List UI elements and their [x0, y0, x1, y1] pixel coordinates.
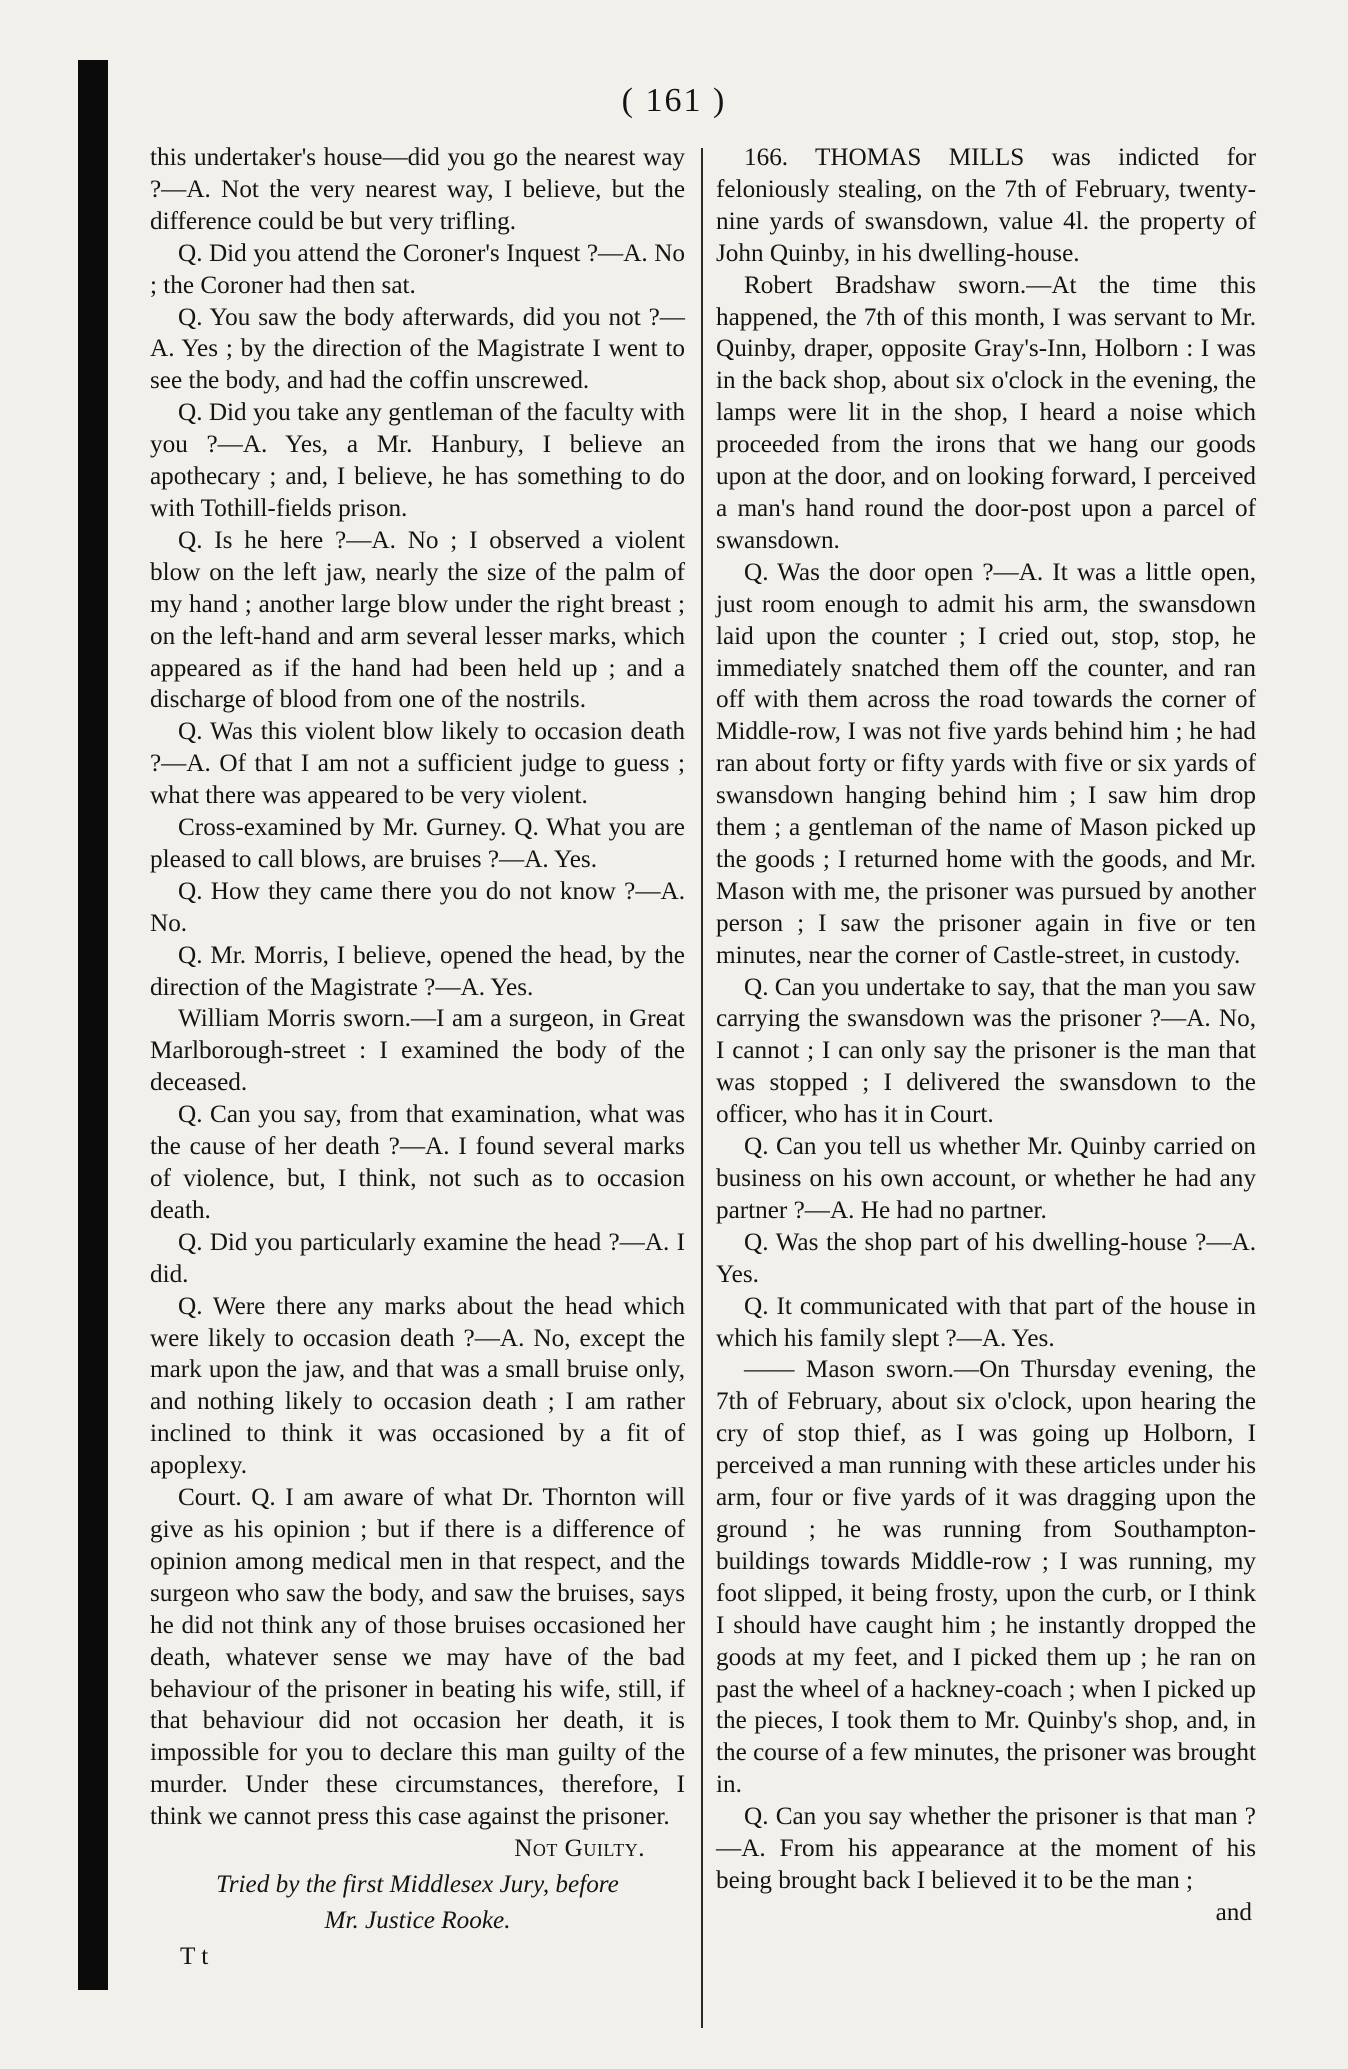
- paragraph: —— Mason sworn.—On Thursday evening, the 7th of February, about six o'clock, upon hearing the cry of stop thief, as I was going up Holborn, I perceived a man running with these articles under his arm, four or five yards of it was dragging upon the ground ; he was running from Southampton-buildings towards Middle-row ; I was running, my foot slipped, it being frosty, upon the curb, or I think I should have caught him ; he instantly dropped the goods at my feet, and I picked them up ; he ran on past the wheel of a hackney-coach ; when I picked up the pieces, I took them to Mr. Quinby's shop, and, in the course of a few minutes, the prisoner was brought in.: [716, 1356, 1256, 1799]
- paragraph: Q. Can you say whether the prisoner is that man ?—A. From his appearance at the moment of his being brought back I believed it to be the man ;: [716, 1803, 1256, 1894]
- paragraph: Q. How they came there you do not know ?—A. No.: [150, 877, 685, 937]
- paragraph: Q. Mr. Morris, I believe, opened the head, by the direction of the Magistrate ?—A. Yes.: [150, 941, 685, 1001]
- left-column: [150, 142, 685, 1973]
- paragraph: Court. Q. I am aware of what Dr. Thornton will give as his opinion ; but if there is a difference of opinion among medical men in that respect, and the surgeon who saw the body, and saw the bruises, says he did not think any of those bruises occasioned her death, whatever sense we may have of the bad behaviour of the prisoner in beating his wife, still, if that behaviour did not occasion her death, it is impossible for you to declare this man guilty of the murder. Under these circumstances, therefore, I think we cannot press this case against the prisoner.: [150, 1484, 685, 1831]
- verdict: Not Guilty.: [514, 1835, 645, 1863]
- paragraph: Q. Can you undertake to say, that the man you saw carrying the swansdown was the prisoner ?—A. No, I cannot ; I can only say the prisoner is the man that was stopped ; I delivered the swansdown to the officer, who has it in Court.: [716, 973, 1256, 1129]
- paragraph: Q. It communicated with that part of the house in which his family slept ?—A. Yes.: [716, 1292, 1256, 1352]
- paragraph: Q. Were there any marks about the head which were likely to occasion death ?—A. No, except the mark upon the jaw, and that was a small bruise only, and nothing likely to occasion death ; I am rather inclined to think it was occasioned by a fit of apoplexy.: [150, 1292, 685, 1480]
- column-divider: [701, 148, 703, 2028]
- paragraph: William Morris sworn.—I am a surgeon, in Great Marlborough-street : I examined the body of the deceased.: [150, 1005, 685, 1097]
- catchword: and: [1215, 1898, 1252, 1926]
- paragraph: Q. Is he here ?—A. No ; I observed a violent blow on the left jaw, nearly the size of the palm of my hand ; another large blow under the right breast ; on the left-hand and arm several lesser marks, which appeared as if the hand had been held up ; and a discharge of blood from one of the nostrils.: [150, 526, 685, 714]
- paragraph: Q. Did you attend the Coroner's Inquest ?—A. No ; the Coroner had then sat.: [150, 239, 685, 299]
- page-number: ( 161 ): [621, 82, 727, 119]
- paragraph: Q. Was the door open ?—A. It was a little open, just room enough to admit his arm, the swansdown laid upon the counter ; I cried out, stop, stop, he immediately snatched them off the counter, and ran off with them across the road towards the corner of Middle-row, I was not five yards behind him ; he had ran about forty or fifty yards with five or six yards of swansdown hanging behind him ; I saw him drop them ; a gentleman of the name of Mason picked up the goods ; I returned home with the goods, and Mr. Mason with me, the prisoner was pursued by another person ; I saw the prisoner again in five or ten minutes, near the corner of Castle-street, in custody.: [716, 558, 1256, 969]
- paragraph: Robert Bradshaw sworn.—At the time this happened, the 7th of this month, I was servant to Mr. Quinby, draper, opposite Gray's-Inn, Holborn : I was in the back shop, about six o'clock in the evening, the lamps were lit in the shop, I heard a noise which proceeded from the irons that we hang our goods upon at the door, and on looking forward, I perceived a man's hand round the door-post upon a parcel of swansdown.: [716, 271, 1256, 554]
- signature-mark: T t: [180, 1942, 209, 1970]
- right-column: [716, 142, 1256, 1929]
- paragraph: Q. Did you take any gentleman of the faculty with you ?—A. Yes, a Mr. Hanbury, I believe an apothecary ; and, I believe, he has something to do with Tothill-fields prison.: [150, 399, 685, 522]
- paragraph: Q. Can you tell us whether Mr. Quinby carried on business on his own account, or whether he had any partner ?—A. He had no partner.: [716, 1133, 1256, 1224]
- paragraph: this undertaker's house—did you go the nearest way ?—A. Not the very nearest way, I believe, but the difference could be but very trifling.: [150, 144, 685, 235]
- paragraph: Q. Was the shop part of his dwelling-house ?—A. Yes.: [716, 1228, 1256, 1288]
- paragraph: 166. THOMAS MILLS was indicted for feloniously stealing, on the 7th of February, twenty-nine yards of swansdown, value 4l. the property of John Quinby, in his dwelling-house.: [716, 144, 1256, 267]
- paragraph: Cross-examined by Mr. Gurney. Q. What you are pleased to call blows, are bruises ?—A. Yes.: [150, 814, 685, 873]
- paragraph: Q. Was this violent blow likely to occasion death ?—A. Of that I am not a sufficient judge to guess ; what there was appeared to be very violent.: [150, 718, 685, 810]
- paragraph: Q. Did you particularly examine the head ?—A. I did.: [150, 1228, 685, 1288]
- paragraph: Q. Can you say, from that examination, what was the cause of her death ?—A. I found several marks of violence, but, I think, not such as to occasion death.: [150, 1101, 685, 1224]
- binding-edge: [78, 60, 108, 1990]
- paragraph: Q. You saw the body afterwards, did you not ?—A. Yes ; by the direction of the Magistrate I went to see the body, and had the coffin unscrewed.: [150, 303, 685, 395]
- trial-judge: Mr. Justice Rooke.: [324, 1906, 511, 1934]
- trial-note: Tried by the first Middlesex Jury, before: [216, 1870, 619, 1898]
